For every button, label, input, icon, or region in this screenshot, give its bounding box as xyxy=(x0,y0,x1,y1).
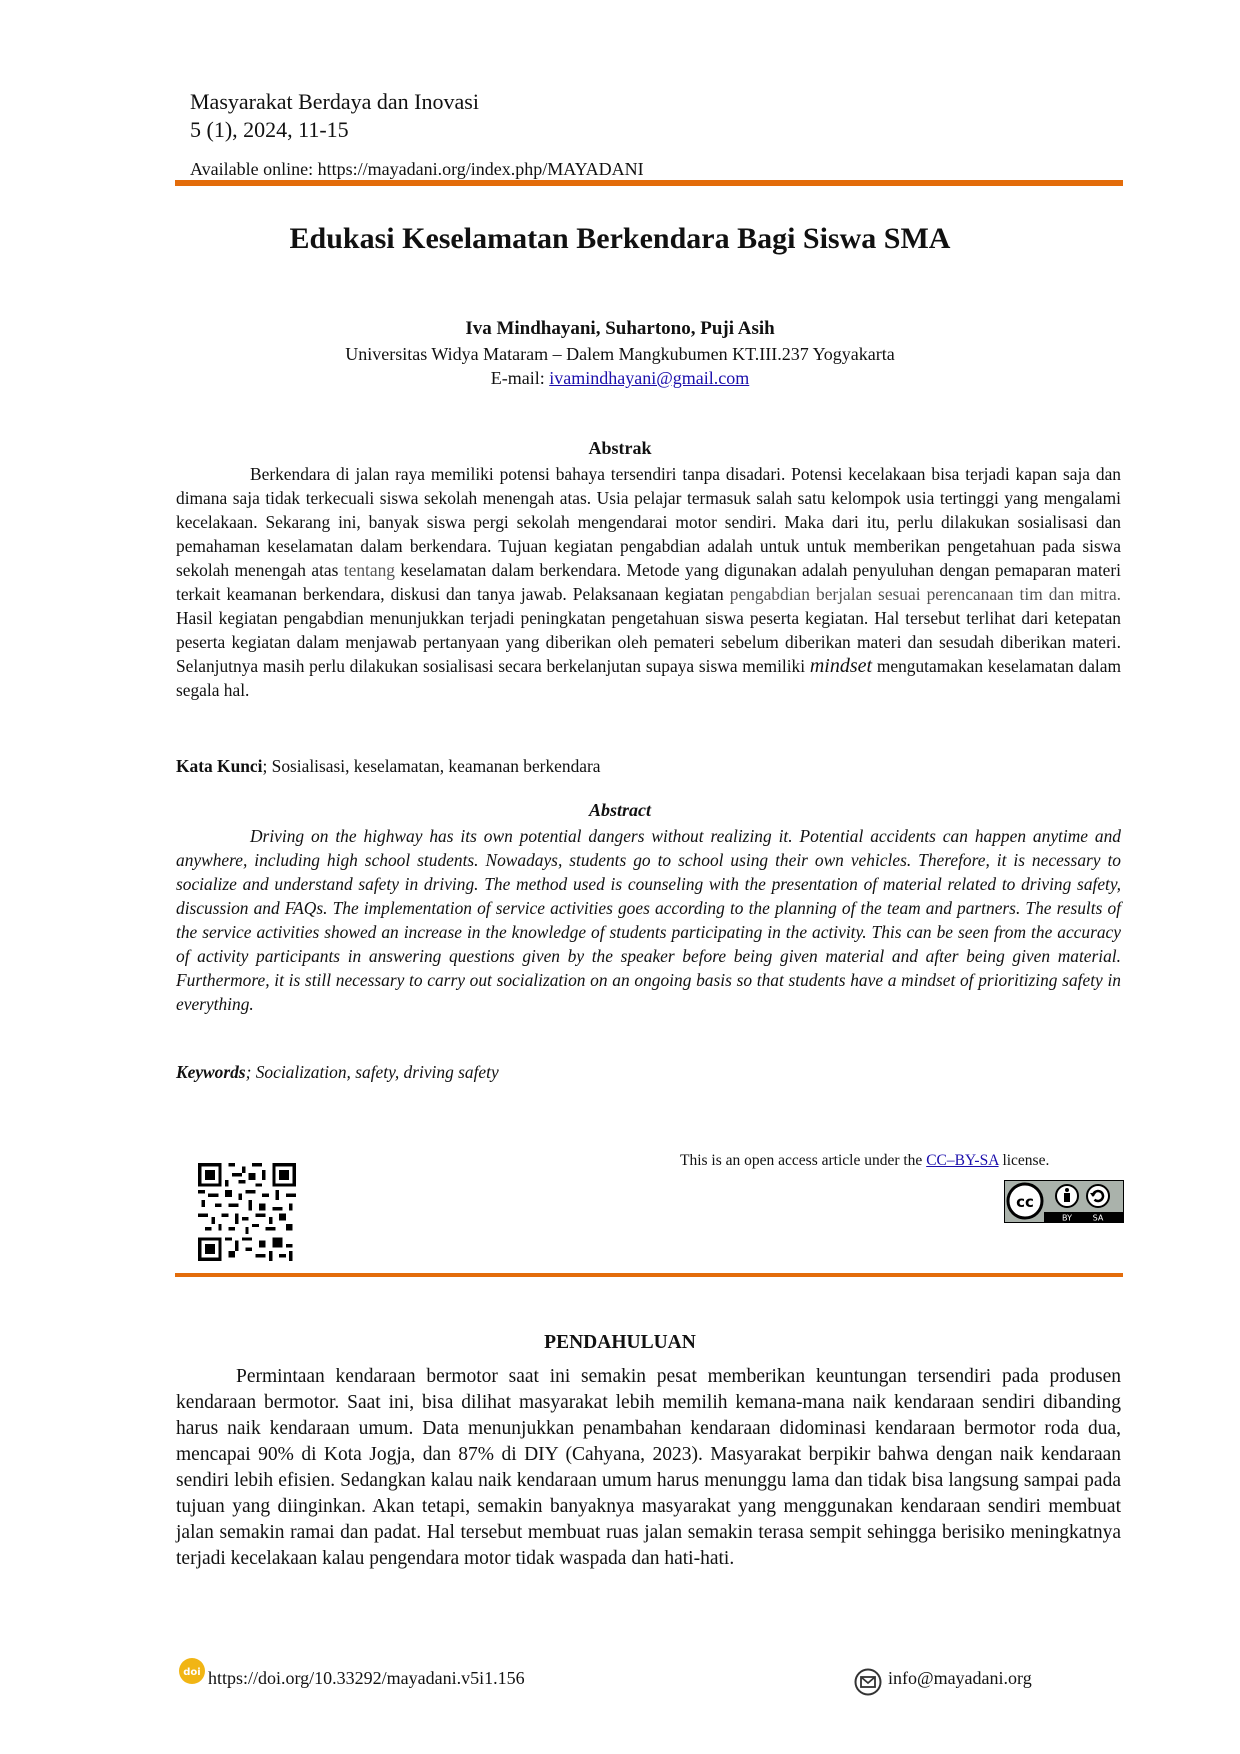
available-online[interactable]: Available online: https://mayadani.org/index.php/MAYADANI xyxy=(190,159,644,179)
cc-sa-label: SA xyxy=(1092,1213,1104,1223)
abstrak-heading: Abstrak xyxy=(588,438,652,458)
abstrak-text-part: tentang xyxy=(343,560,395,580)
affiliation: Universitas Widya Mataram – Dalem Mangkubumen KT.III.237 Yogyakarta xyxy=(345,344,895,364)
article-title: Edukasi Keselamatan Berkendara Bagi Siswa SMA xyxy=(289,222,951,255)
abstrak-text-part: Berkendara di jalan raya memiliki potensi bahaya tersendiri tanpa disadari. Potensi kecelakaan bisa terjadi kapan saja dan dimana saja tidak terkecuali siswa sekolah menengah atas. Usia pelajar termasuk salah satu kelompok usia tertinggi yang mengalami kecelakaan. Sekarang ini, banyak siswa pergi sekolah mengendarai motor sendiri. Maka dari itu, perlu dilakukan sosialisasi dan pemahaman keselamatan dalam berkendara. Tujuan kegiatan pengabdian adalah untuk untuk memberikan pengetahuan pada siswa sekolah menengah atas xyxy=(176,464,1121,580)
pendahuluan-text: Permintaan kendaraan bermotor saat ini semakin pesat memberikan keuntungan tersendiri pada produsen kendaraan bermotor. Saat ini, bisa dilihat masyarakat lebih memilih kemana-mana naik kendaraan sendiri dibanding harus naik kendaraan umum. Data menunjukkan penambahan kendaraan didominasi kendaraan bermotor roda dua, mencapai 90% di Kota Jogja, dan 87% di DIY (Cahyana, 2023). Masyarakat berpikir bahwa dengan naik kendaraan sendiri lebih efisien. Sedangkan kalau naik kendaraan umum harus menunggu lama dan tidak bisa langsung sampai pada tujuan yang diinginkan. Akan tetapi, semakin banyaknya masyarakat yang menggunakan kendaraan sendiri membuat jalan semakin ramai dan padat. Hal tersebut membuat ruas jalan semakin terasa sempit sehingga berisiko meningkatnya terjadi kecelakaan kalau pengendara motor tidak waspada dan hati-hati. xyxy=(176,1366,1121,1569)
mail-icon xyxy=(854,1668,882,1696)
keywords-values: ; Socialization, safety, driving safety xyxy=(245,1062,499,1082)
kata-kunci-values: ; Sosialisasi, keselamatan, keamanan berkendara xyxy=(262,756,601,776)
header-rule xyxy=(175,180,1123,186)
license-text-after: license. xyxy=(998,1152,1050,1169)
abstrak-text-italic: mindset xyxy=(809,655,873,677)
abstract-heading: Abstract xyxy=(588,800,651,820)
kata-kunci xyxy=(176,756,601,777)
svg-text:cc: cc xyxy=(1016,1193,1034,1211)
abstrak-text-part: pengabdian berjalan sesuai perencanaan tim dan mitra. xyxy=(729,584,1122,604)
abstract-text: Driving on the highway has its own potential dangers without realizing it. Potential accidents can happen anytime and anywhere, including high school students. Nowadays, students go to school using their own vehicles. Therefore, it is necessary to socialize and understand safety in driving. The method used is counseling with the presentation of material related to driving safety, discussion and FAQs. The implementation of service activities goes according to the planning of the team and partners. The results of the service activities showed an increase in the knowledge of students participating in the activity. This can be seen from the accuracy of activity participants in answering questions given by the speaker before being given material and after being given material. Furthermore, it is still necessary to carry out socialization on an ongoing basis so that students have a mindset of prioritizing safety in everything. xyxy=(176,826,1121,1014)
license-statement xyxy=(680,1152,1049,1170)
journal-name: Masyarakat Berdaya dan Inovasi xyxy=(190,89,479,114)
doi-icon xyxy=(178,1657,206,1685)
author-email-link[interactable]: ivamindhayani@gmail.com xyxy=(549,368,750,388)
license-link[interactable]: CC–BY-SA xyxy=(926,1152,999,1169)
abstrak-text-part: Hasil kegiatan pengabdian menunjukkan terjadi peningkatan pengetahuan siswa peserta kegiatan. Hal tersebut terlihat dari ketepatan peserta kegiatan dalam menjawab pertanyaan yang diberikan oleh pemateri sebelum diberikan materi dan sesudah diberikan materi. Selanjutnya masih perlu dilakukan sosialisasi secara berkelanjutan supaya siswa memiliki xyxy=(176,608,1121,676)
keywords xyxy=(176,1062,499,1083)
cc-by-label: BY xyxy=(1062,1213,1072,1223)
volume-info: 5 (1), 2024, 11-15 xyxy=(190,117,349,142)
abstrak-text xyxy=(176,462,1121,702)
email-label: E-mail: xyxy=(490,368,550,388)
pendahuluan-heading: PENDAHULUAN xyxy=(544,1332,696,1353)
journal-header xyxy=(190,88,479,144)
kata-kunci-label: Kata Kunci xyxy=(176,756,263,776)
abstrak-text-part: keselamatan dalam berkendara. Metode yang digunakan adalah penyuluhan dengan pemaparan materi terkait keamanan berkendara, diskusi dan tanya jawab. Pelaksanaan kegiatan xyxy=(176,560,1121,604)
contact-email[interactable]: info@mayadani.org xyxy=(888,1668,1032,1688)
license-text-before: This is an open access article under the xyxy=(680,1152,927,1169)
cc-by-sa-badge[interactable] xyxy=(1004,1180,1124,1223)
doi-link[interactable]: https://doi.org/10.33292/mayadani.v5i1.156 xyxy=(208,1668,525,1688)
abstrak-text-part: mengutamakan keselamatan dalam segala hal. xyxy=(176,656,1121,700)
section-rule xyxy=(175,1273,1123,1277)
authors: Iva Mindhayani, Suhartono, Puji Asih xyxy=(465,318,775,339)
qr-code xyxy=(198,1163,296,1261)
author-email-line xyxy=(0,368,1240,389)
keywords-label: Keywords xyxy=(176,1062,246,1082)
doi-icon-text: doi xyxy=(183,1667,201,1678)
